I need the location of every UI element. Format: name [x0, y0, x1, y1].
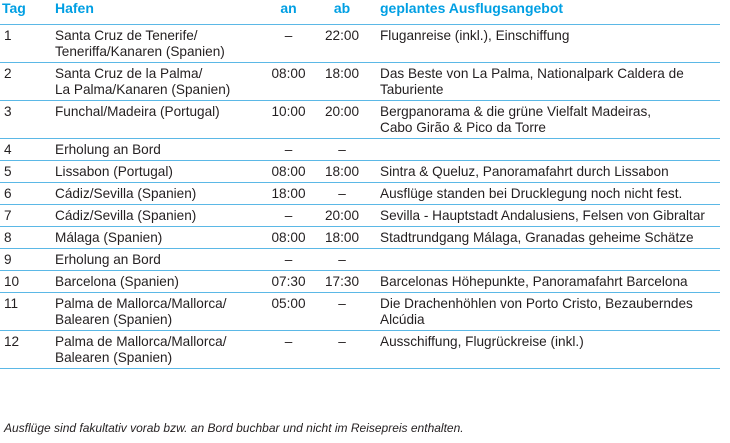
excursion-line: Das Beste von La Palma, Nationalpark Caldera de [380, 66, 684, 81]
port-line: La Palma/Kanaren (Spanien) [55, 82, 231, 97]
cell-tag: 5 [0, 161, 31, 183]
cell-arrival: – [261, 249, 316, 271]
header-port: Hafen [55, 0, 94, 16]
cell-excursions [368, 205, 720, 227]
cell-port [31, 25, 261, 63]
table-row [0, 293, 720, 331]
table-row [0, 63, 720, 101]
table-row [0, 249, 720, 271]
cell-tag: 9 [0, 249, 31, 271]
cell-port [31, 101, 261, 139]
header-arrival: an [280, 0, 297, 16]
table-row [0, 183, 720, 205]
port-line: Barcelona (Spanien) [55, 274, 179, 289]
cell-departure: 20:00 [316, 101, 368, 139]
port-line: Erholung an Bord [55, 142, 161, 157]
excursion-line: Stadtrundgang Málaga, Granadas geheime Schätze [380, 230, 694, 245]
cell-arrival: 08:00 [261, 161, 316, 183]
table-row [0, 271, 720, 293]
port-line: Teneriffa/Kanaren (Spanien) [55, 44, 225, 59]
cell-port [31, 249, 261, 271]
cell-arrival: – [261, 139, 316, 161]
table-header-row [0, 0, 720, 25]
cell-departure: – [316, 249, 368, 271]
cell-excursions [368, 271, 720, 293]
cell-tag: 3 [0, 101, 31, 139]
port-line: Erholung an Bord [55, 252, 161, 267]
port-line: Palma de Mallorca/Mallorca/ [55, 334, 227, 349]
table-row [0, 331, 720, 369]
cell-excursions [368, 161, 720, 183]
cell-departure: 17:30 [316, 271, 368, 293]
port-line: Balearen (Spanien) [55, 350, 173, 365]
cell-arrival: – [261, 25, 316, 63]
cell-arrival: – [261, 205, 316, 227]
table-body [0, 25, 720, 369]
cell-tag: 10 [0, 271, 31, 293]
cell-departure: 18:00 [316, 161, 368, 183]
cell-excursions [368, 101, 720, 139]
cell-excursions [368, 227, 720, 249]
cell-departure: – [316, 331, 368, 369]
table-row [0, 205, 720, 227]
cell-departure: – [316, 139, 368, 161]
cell-arrival: 05:00 [261, 293, 316, 331]
excursion-line: Ausschiffung, Flugrückreise (inkl.) [380, 334, 584, 349]
port-line: Santa Cruz de Tenerife/ [55, 28, 198, 43]
cell-departure: 22:00 [316, 25, 368, 63]
excursion-line: Bergpanorama & die grüne Vielfalt Madeiras, [380, 104, 652, 119]
cell-excursions [368, 249, 720, 271]
table-row [0, 227, 720, 249]
excursion-line: Cabo Girão & Pico da Torre [380, 120, 546, 135]
cell-arrival: 07:30 [261, 271, 316, 293]
port-line: Cádiz/Sevilla (Spanien) [55, 186, 197, 201]
port-line: Cádiz/Sevilla (Spanien) [55, 208, 197, 223]
port-line: Málaga (Spanien) [55, 230, 163, 245]
header-departure: ab [333, 0, 351, 16]
excursion-line: Taburiente [380, 82, 444, 97]
cell-port [31, 227, 261, 249]
cell-port [31, 271, 261, 293]
cell-tag: 4 [0, 139, 31, 161]
cell-arrival: – [261, 331, 316, 369]
cell-departure: – [316, 293, 368, 331]
cell-excursions [368, 63, 720, 101]
excursion-line: Barcelonas Höhepunkte, Panoramafahrt Barcelona [380, 274, 688, 289]
cell-departure: 20:00 [316, 205, 368, 227]
cell-port [31, 63, 261, 101]
cell-tag: 2 [0, 63, 31, 101]
cell-tag: 7 [0, 205, 31, 227]
cell-port [31, 161, 261, 183]
excursion-line: Sevilla - Hauptstadt Andalusiens, Felsen von Gibraltar [380, 208, 705, 223]
header-tag: Tag [2, 0, 26, 16]
cell-port [31, 293, 261, 331]
table-row [0, 101, 720, 139]
cell-port [31, 205, 261, 227]
table-row [0, 161, 720, 183]
excursion-line: Sintra & Queluz, Panoramafahrt durch Lissabon [380, 164, 669, 179]
cell-excursions [368, 293, 720, 331]
cell-tag: 6 [0, 183, 31, 205]
port-line: Funchal/Madeira (Portugal) [55, 104, 220, 119]
cell-arrival: 10:00 [261, 101, 316, 139]
cell-tag: 1 [0, 25, 31, 63]
excursion-line: Die Drachenhöhlen von Porto Cristo, Bezauberndes [380, 296, 693, 311]
port-line: Lissabon (Portugal) [55, 164, 173, 179]
cell-arrival: 08:00 [261, 63, 316, 101]
table-row [0, 25, 720, 63]
cell-departure: 18:00 [316, 227, 368, 249]
cell-port [31, 183, 261, 205]
footnote: Ausflüge sind fakultativ vorab bzw. an Bord buchbar und nicht im Reisepreis enthalten. [4, 421, 464, 435]
cell-port [31, 331, 261, 369]
excursion-line: Fluganreise (inkl.), Einschiffung [380, 28, 570, 43]
cell-departure: – [316, 183, 368, 205]
cell-excursions [368, 183, 720, 205]
cell-departure: 18:00 [316, 63, 368, 101]
cell-excursions [368, 331, 720, 369]
table-row [0, 139, 720, 161]
cell-excursions [368, 25, 720, 63]
cell-excursions [368, 139, 720, 161]
excursion-line: Ausflüge standen bei Drucklegung noch nicht fest. [380, 186, 683, 201]
port-line: Balearen (Spanien) [55, 312, 173, 327]
cell-arrival: 08:00 [261, 227, 316, 249]
cell-port [31, 139, 261, 161]
port-line: Santa Cruz de la Palma/ [55, 66, 203, 81]
cell-tag: 12 [0, 331, 31, 369]
cell-tag: 8 [0, 227, 31, 249]
port-line: Palma de Mallorca/Mallorca/ [55, 296, 227, 311]
cell-tag: 11 [0, 293, 31, 331]
excursion-line: Alcúdia [380, 312, 425, 327]
header-excursions: geplantes Ausflugsangebot [380, 0, 564, 16]
cell-arrival: 18:00 [261, 183, 316, 205]
